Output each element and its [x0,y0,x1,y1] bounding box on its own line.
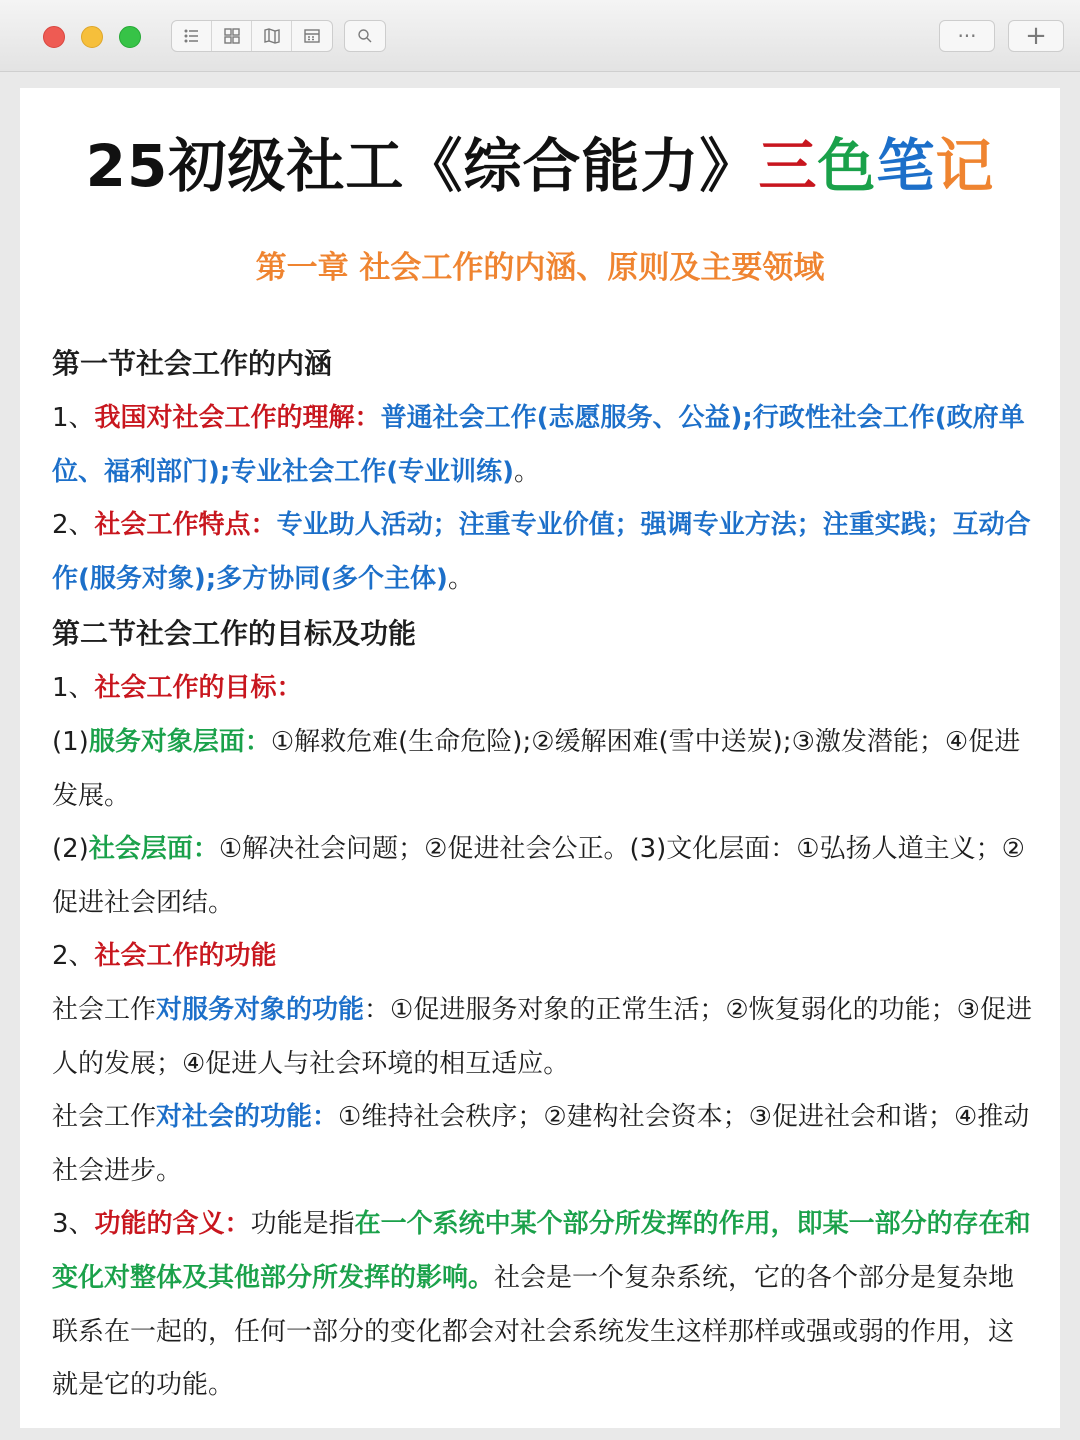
list-view-button[interactable] [172,21,212,51]
item-prefix: 社会工作 [52,994,157,1025]
add-group [1008,20,1064,52]
item-label: 服务对象层面： [88,726,271,757]
section-1-heading: 第一节社会工作的内涵 [52,347,333,380]
view-mode-group [171,20,333,52]
item-number: 1、 [52,403,95,433]
item-number: 1、 [52,673,95,704]
calendar-view-button[interactable] [292,21,332,51]
title-char-green: 色 [817,132,877,200]
item-text: ①解决社会问题；②促进社会公正。(3)文化层面：①弘扬人道主义；②促进社会团结。 [52,834,1025,918]
more-button[interactable] [940,21,994,51]
item-number: 2、 [52,510,95,541]
title-char-orange: 记 [935,132,995,200]
add-button[interactable] [1009,21,1063,51]
item-label: 社会工作的目标： [94,673,303,704]
minimize-window-button[interactable] [81,26,103,48]
item-label: 我国对社会工作的理解： [94,403,381,433]
window-toolbar [0,0,1080,72]
item-number: 3、 [52,1209,95,1240]
item-end: 。 [514,456,541,487]
item-label: 对服务对象的功能 [156,994,365,1025]
page-title [0,130,1080,202]
item-text: ：①促进服务对象的正常生活；②恢复弱化的功能；③促进人的发展；④促进人与社会环境的相互适应。 [52,994,1032,1079]
search-group [344,20,386,52]
s1-paragraph-2 [52,499,1037,606]
title-char-red: 三 [758,132,818,200]
s2-goal-2 [52,823,1037,930]
calendar-icon [303,27,321,45]
search-button[interactable] [345,21,385,51]
grid-icon [223,27,241,45]
plus-icon: + [1025,21,1047,51]
item-label: 社会工作的功能 [94,941,277,972]
item-label: 对社会的功能： [156,1102,339,1133]
item-number: 2、 [52,941,95,972]
close-window-button[interactable] [43,26,65,48]
item-highlight: 在一个系统中某个部分所发挥的作用，即某一部分的存在和变化对整体及其他部分所发挥的影响。 [52,1209,1031,1293]
item-label: 功能的含义： [94,1209,251,1240]
s2-functions-heading [52,930,1037,984]
item-text: ①维持社会秩序；②建构社会资本；③促进社会和谐；④推动社会进步。 [52,1102,1030,1186]
item-text: ①解救危难(生命危险);②缓解困难(雪中送炭);③激发潜能；④促进发展。 [52,726,1021,811]
title-char-blue: 笔 [876,132,936,200]
grid-view-button[interactable] [212,21,252,51]
section-2-heading: 第二节社会工作的目标及功能 [52,617,417,651]
item-text: 专业助人活动；注重专业价值；强调专业方法；注重实践；互动合作(服务对象);多方协同(多个主体) [52,510,1031,594]
map-icon [263,27,281,45]
s2-function-2 [52,1091,1037,1198]
item-number: (2) [52,834,89,865]
item-end: 。 [447,563,474,594]
s2-meaning [52,1198,1037,1412]
title-main-text: 25初级社工《综合能力》 [85,132,759,200]
item-text: 社会是一个复杂系统，它的各个部分是复杂地联系在一起的，任何一部分的变化都会对社会系统发生这样那样或强或弱的作用，这就是它的功能。 [52,1262,1015,1401]
item-text: 普通社会工作(志愿服务、公益);行政性社会工作(政府单位、福利部门);专业社会工作(专业训练) [52,403,1025,487]
map-view-button[interactable] [252,21,292,51]
s2-goals-heading [52,662,1037,716]
item-number: (1) [52,726,89,757]
notes-content [52,336,1037,1413]
s2-function-1 [52,984,1037,1091]
item-prefix: 社会工作 [52,1102,157,1133]
chapter-title: 第一章 社会工作的内涵、原则及主要领域 [255,250,825,286]
item-label: 社会层面： [88,834,219,865]
s1-paragraph-1 [52,392,1037,499]
item-prefix: 功能是指 [250,1209,355,1240]
search-icon [356,27,374,45]
more-icon: ··· [957,24,977,48]
more-group [939,20,995,52]
item-label: 社会工作特点： [94,510,277,541]
list-icon [183,27,201,45]
s2-goal-1 [52,716,1037,823]
zoom-window-button[interactable] [119,26,141,48]
